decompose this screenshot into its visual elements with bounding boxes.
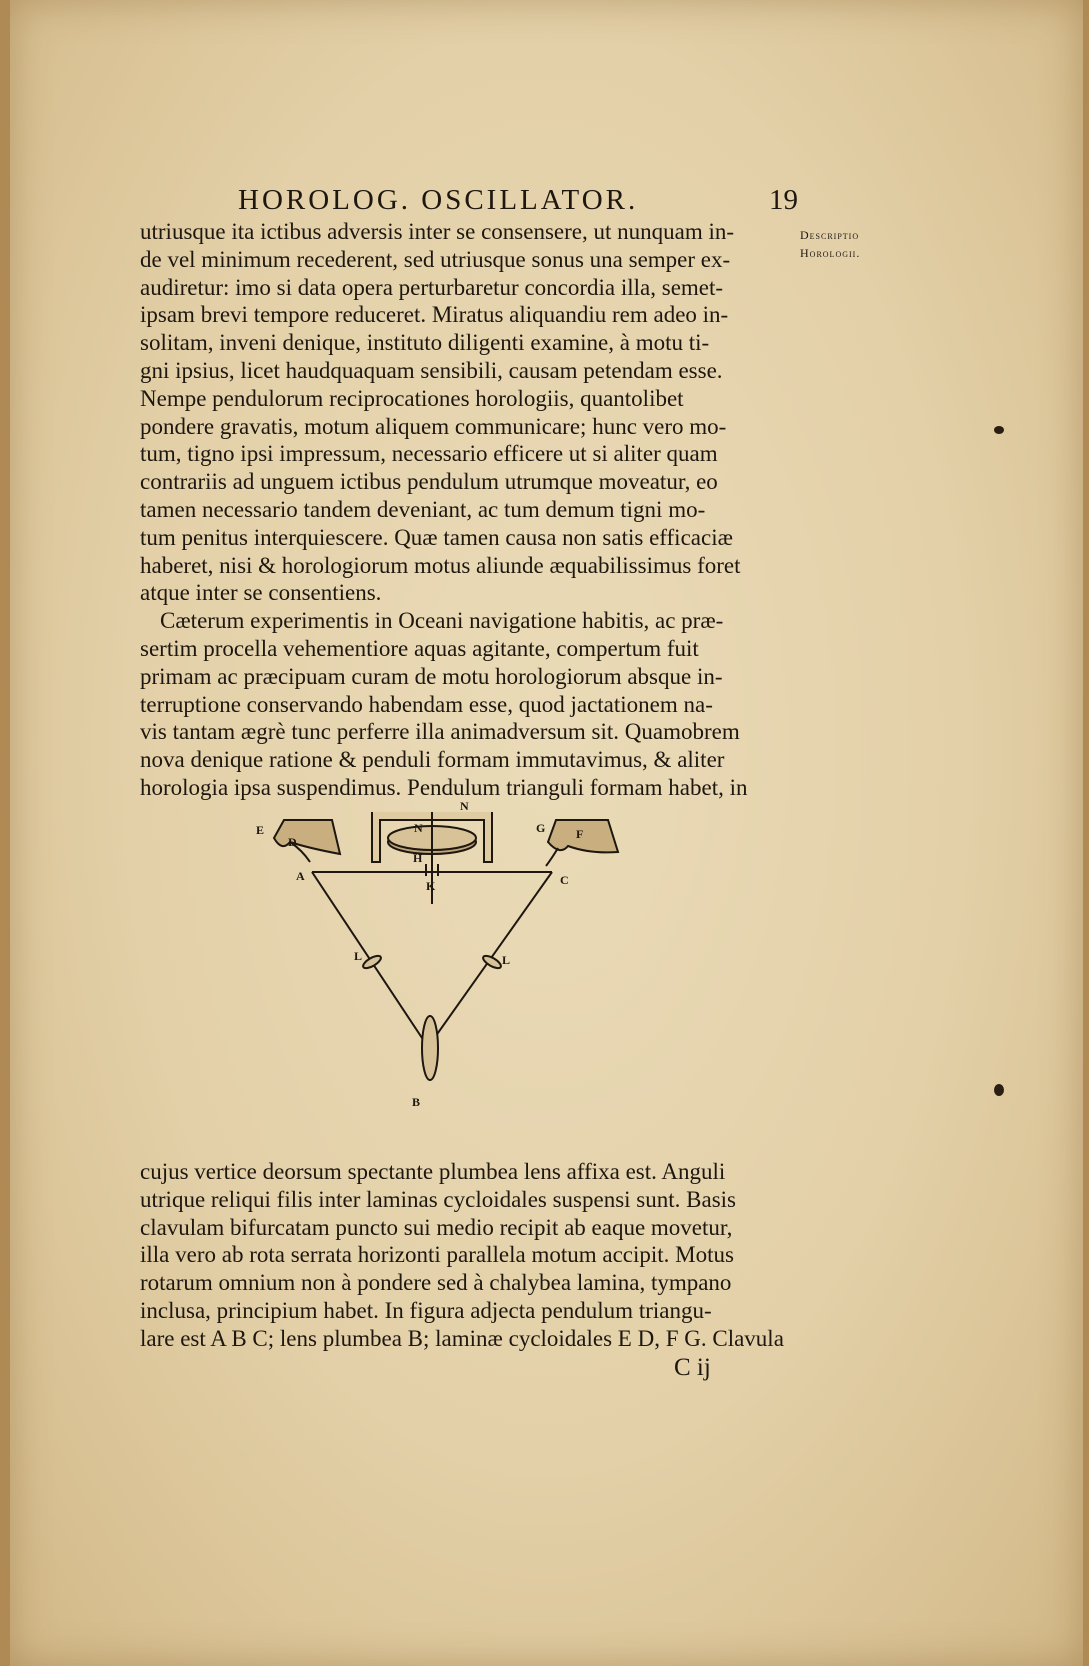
label-L-left: L	[354, 949, 363, 963]
signature-mark: C ij	[674, 1354, 711, 1381]
text-line: sertim procella vehementiore aquas agitante, compertum fuit	[140, 635, 699, 661]
margin-note	[800, 226, 860, 262]
label-K: K	[426, 879, 436, 893]
text-line: rotarum omnium non à pondere sed à chalybea lamina, tympano	[140, 1270, 732, 1296]
text-line: primam ac præcipuam curam de motu horologiorum absque in-	[140, 663, 723, 689]
book-page	[10, 0, 1083, 1666]
margin-note-line: Descriptio	[800, 228, 860, 242]
pendulum-figure	[256, 799, 668, 1132]
ink-spot	[994, 1084, 1004, 1096]
text-line: audiretur: imo si data opera perturbaretur concordia illa, semet-	[140, 274, 724, 300]
label-G: G	[536, 821, 546, 835]
label-A: A	[296, 869, 305, 883]
label-N-wheel: N	[414, 821, 423, 835]
text-line: contrariis ad unguem ictibus pendulum utrumque moveatur, eo	[140, 469, 718, 495]
text-line: Nempe pendulorum reciprocationes horologiis, quantolibet	[140, 385, 684, 411]
label-E: E	[256, 823, 265, 837]
text-line: solitam, inveni denique, instituto diligenti examine, à motu ti-	[140, 330, 710, 356]
label-C: C	[560, 873, 569, 887]
text-line: illa vero ab rota serrata horizonti parallela motum accipit. Motus	[140, 1242, 734, 1268]
label-B: B	[412, 1095, 421, 1109]
text-line: nova denique ratione & penduli formam immutavimus, & aliter	[140, 747, 725, 773]
weight-left	[361, 954, 382, 971]
text-line: terruptione conservando habendam esse, quod jactationem na-	[140, 691, 713, 717]
label-H: H	[413, 851, 423, 865]
label-L-right: L	[502, 953, 511, 967]
text-line: utriusque ita ictibus adversis inter se consensere, ut nunquam in-	[140, 219, 735, 244]
page-number: 19	[769, 184, 798, 216]
pendulum-diagram	[256, 799, 668, 1132]
text-line: lare est A B C; lens plumbea B; laminæ cycloidales E D, F G. Clavula	[140, 1325, 784, 1351]
label-N: N	[460, 799, 469, 813]
text-line: tum, tigno ipsi impressum, necessario efficere ut si aliter quam	[140, 441, 718, 467]
text-line: tum penitus interquiescere. Quæ tamen causa non satis efficaciæ	[140, 524, 733, 550]
text-line: gni ipsius, licet haudquaquam sensibili, causam petendam esse.	[140, 357, 723, 383]
cycloid-cheek-left	[274, 820, 340, 862]
text-line: utrique reliqui filis inter laminas cycloidales suspensi sunt. Basis	[140, 1186, 736, 1212]
text-line: pondere gravatis, motum aliquem communicare; hunc vero mo-	[140, 413, 727, 439]
lens-B	[422, 1016, 438, 1080]
text-block-lower	[140, 1158, 790, 1353]
text-line: tamen necessario tandem deveniant, ac tum demum tigni mo-	[140, 496, 706, 522]
text-line: inclusa, principium habet. In figura adjecta pendulum triangu-	[140, 1297, 712, 1323]
text-line: haberet, nisi & horologiorum motus aliunde æquabilissimus foret	[140, 552, 741, 578]
text-line: cujus vertice deorsum spectante plumbea lens affixa est. Anguli	[140, 1159, 726, 1184]
margin-note-line: Horologii.	[800, 246, 861, 260]
text-line: horologia ipsa suspendimus. Pendulum trianguli formam habet, in	[140, 774, 748, 800]
text-line: atque inter se consentiens.	[140, 580, 382, 606]
text-block-upper	[140, 218, 790, 802]
label-D: D	[288, 835, 297, 849]
text-line: Cæterum experimentis in Oceani navigatione habitis, ac præ-	[160, 608, 724, 634]
label-F: F	[576, 827, 584, 841]
text-line: de vel minimum recederent, sed utriusque sonus una semper ex-	[140, 246, 731, 272]
running-header	[238, 184, 798, 217]
text-line: clavulam bifurcatam puncto sui medio recipit ab eaque movetur,	[140, 1214, 733, 1240]
running-title: HOROLOG. OSCILLATOR.	[238, 184, 639, 216]
ink-spot	[994, 426, 1004, 434]
text-line: vis tantam ægrè tunc perferre illa animadversum sit. Quamobrem	[140, 719, 740, 745]
text-line: ipsam brevi tempore reduceret. Miratus aliquandiu rem adeo in-	[140, 302, 729, 328]
